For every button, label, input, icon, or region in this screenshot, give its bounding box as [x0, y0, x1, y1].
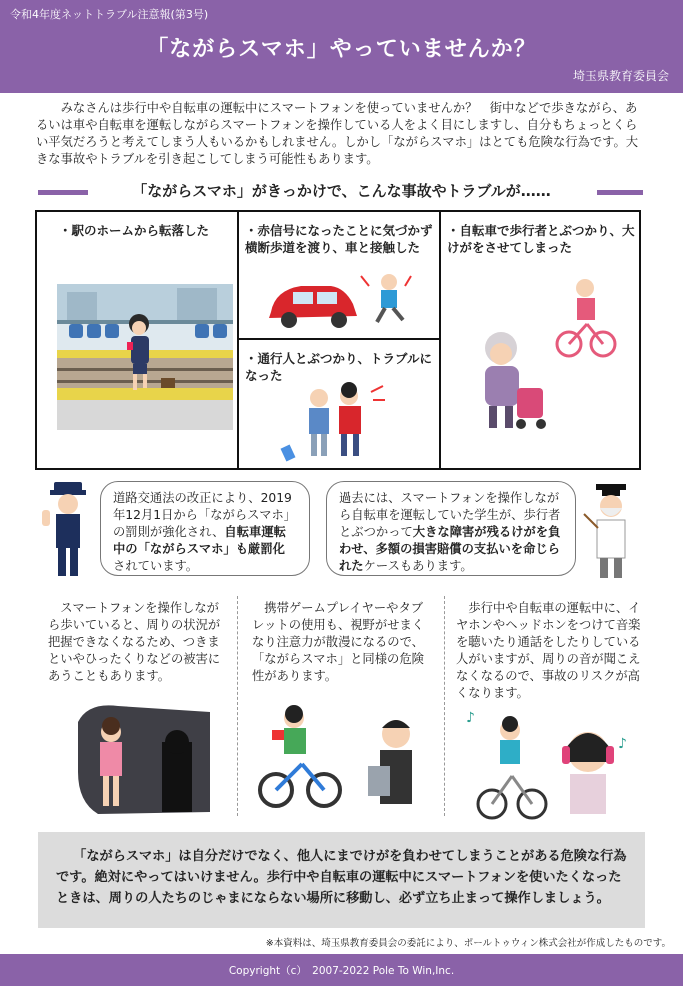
header-banner [0, 0, 683, 93]
bicycle-elderly-illustration [461, 278, 631, 448]
warning-box: 「ながらスマホ」は自分だけでなく、他人にまでけがを負わせてしまうことがある危険な行為です。絶対にやってはいけません。歩行中や自転車の運転中にスマートフォンを使いたくなったときは、周りの人たちのじゃまにならない場所に移動し、必ず立ち止まって操作しましょう。 [38, 832, 645, 928]
column-divider [237, 596, 238, 816]
pedestrian-collision-illustration [279, 384, 399, 464]
case-label: ・通行人とぶつかり、トラブルになった [245, 351, 433, 383]
column-game-text: 携帯ゲームプレイヤーやタブレットの使用も、視野がせまくなり注意力が散漫になるので、「ながらスマホ」と同様の危険性があります。 [252, 601, 425, 683]
column-divider [444, 596, 445, 816]
game-player-illustration [258, 706, 434, 816]
case-label: ・赤信号になったことに気づかず横断歩道を渡り、車と接触した [245, 223, 433, 255]
police-officer-illustration [42, 482, 94, 578]
page-title: 「ながらスマホ」やっていませんか？ [146, 37, 537, 62]
case-text-2: ケースもあります。 [363, 559, 473, 573]
case-label: ・駅のホームから転落した [59, 223, 210, 238]
law-text-1: 道路交通法の改正により、2019年12月1日から「ながらスマホ」の罰則が強化され、 [113, 491, 297, 539]
law-text-2: されています。 [113, 559, 199, 573]
organization-name: 埼玉県教育委員会 [572, 69, 669, 83]
column-earphone-text: 歩行中や自転車の運転中に、イヤホンやヘッドホンをつけて音楽を聴いたり通話をしたりしている人がいますが、周りの音が聞こえなくなるので、事故のリスクが高くなります。 [456, 601, 641, 700]
law-info-bubble [100, 481, 310, 576]
case-text-1: 過去には、スマートフォンを操作しながら自転車を運転していた学生が、歩行者とぶつかって [339, 491, 561, 539]
case-info-bubble [326, 481, 576, 576]
earphone-listener-illustration [462, 708, 638, 822]
column-stalking-text: スマートフォンを操作しながら歩いていると、周りの状況が把握できなくなるため、つきまといやひったくりなどの被害にあうこともあります。 [48, 601, 221, 683]
case-grid [35, 210, 641, 470]
copyright-text: Copyright（c） 2007-2022 Pole To Win,Inc. [228, 965, 455, 977]
section-title: 「ながらスマホ」がきっかけで、こんな事故やトラブルが…… [132, 182, 551, 200]
issue-label: 令和4年度ネットトラブル注意報(第3号) [10, 8, 209, 21]
station-platform-illustration [57, 284, 233, 430]
intro-paragraph: みなさんは歩行中や自転車の運転中にスマートフォンを使っていませんか？ 街中などで歩きながら、あるいは車や自転車を運転しながらスマートフォンを操作している人をよく目にしますし、自分もちょっとくらい平気だろうと考えてしまう人もいるかもしれません。しかし「ながらスマホ」はとても危険な行為です。大きな事故やトラブルを引き起こしてしまう可能性もあります。 [36, 101, 639, 166]
svg-text:♪: ♪ [466, 710, 475, 726]
case-text-bold: 大きな障害が残るけがを負わせ、多額の損害賠償の支払いを命じられた [339, 525, 561, 573]
case-collision [239, 340, 441, 468]
teacher-illustration [582, 484, 642, 580]
case-crosswalk [239, 212, 441, 340]
svg-text:♪: ♪ [618, 736, 627, 752]
footer-bar [0, 954, 683, 986]
case-label: ・自転車で歩行者とぶつかり、大けがをさせてしまった [447, 223, 635, 255]
credit-note: ※本資料は、埼玉県教育委員会の委託により、ポールトゥウィン株式会社が作成したものです。 [265, 938, 671, 949]
stalker-illustration [78, 702, 210, 820]
law-text-bold: 自転車運転中の「ながらスマホ」も厳罰化 [113, 525, 286, 556]
case-bicycle [441, 212, 639, 468]
case-station [37, 212, 239, 468]
car-accident-illustration [261, 272, 431, 332]
